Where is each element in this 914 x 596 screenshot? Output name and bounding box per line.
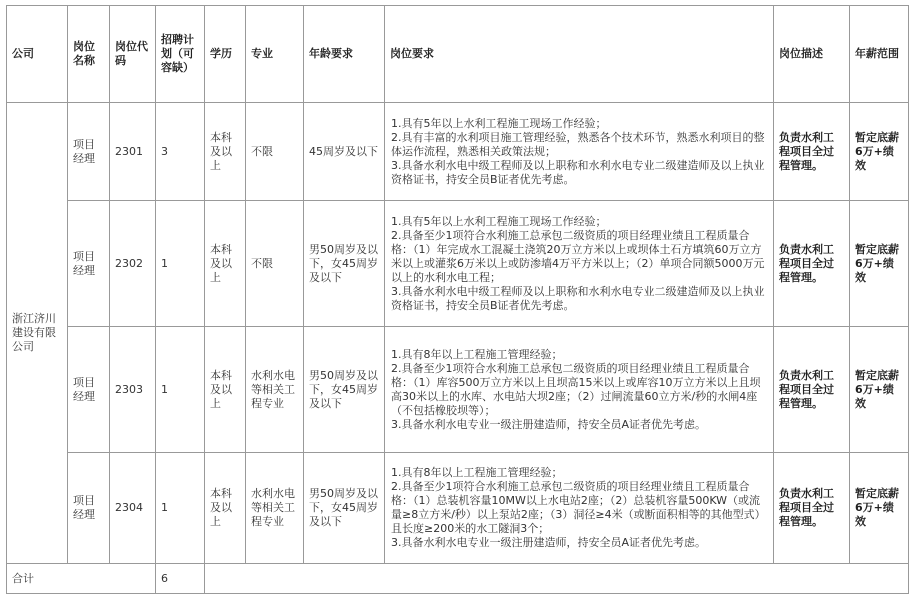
header-age: 年龄要求: [304, 6, 385, 103]
education-cell: 本科及以上: [205, 453, 246, 564]
position-name-cell: 项目经理: [68, 453, 110, 564]
table-row: [7, 327, 909, 453]
description-cell: 负责水利工程项目全过程管理。: [774, 201, 850, 327]
major-cell: 不限: [246, 201, 304, 327]
requirements-cell: 1.具有8年以上工程施工管理经验； 2.具备至少1项符合水利施工总承包二级资质的项目经理业绩且工程质量合格：（1）库容500万立方米以上且坝高15米以上或库容10万立方米以上且坝高30米以上的水库、水电站大坝2座；（2）过闸流量60立方米/秒的水闸4座（不包括橡胶坝等）； 3.具备水利水电专业一级注册建造师，持安全员A证者优先考虑。: [385, 327, 774, 453]
salary-cell: 暂定底薪6万+绩效: [850, 103, 909, 201]
description-cell: 负责水利工程项目全过程管理。: [774, 327, 850, 453]
company-cell: 浙江济川建设有限公司: [7, 103, 68, 564]
salary-cell: 暂定底薪6万+绩效: [850, 327, 909, 453]
age-cell: 男50周岁及以下，女45周岁及以下: [304, 453, 385, 564]
table-row: [7, 103, 909, 201]
header-quota: 招聘计划（可容缺）: [156, 6, 205, 103]
major-cell: 不限: [246, 103, 304, 201]
quota-cell: 1: [156, 453, 205, 564]
header-position-code: 岗位代码: [110, 6, 156, 103]
header-salary: 年薪范围: [850, 6, 909, 103]
recruitment-table: [6, 5, 909, 594]
requirements-cell: 1.具有5年以上水利工程施工现场工作经验； 2.具备至少1项符合水利施工总承包二级资质的项目经理业绩且工程质量合格：（1）年完成水工混凝土浇筑20万立方米以上或坝体土石方填筑60万立方米以上或灌浆6万米以上或防渗墙4万平方米以上；（2）单项合同额5000万元以上的水利水电工程； 3.具备水利水电中级工程师及以上职称和水利水电专业二级建造师及以上执业资格证书，持安全员B证者优先考虑。: [385, 201, 774, 327]
header-requirements: 岗位要求: [385, 6, 774, 103]
position-code-cell: 2303: [110, 327, 156, 453]
quota-cell: 1: [156, 327, 205, 453]
table-row: [7, 453, 909, 564]
salary-cell: 暂定底薪6万+绩效: [850, 201, 909, 327]
age-cell: 男50周岁及以下，女45周岁及以下: [304, 327, 385, 453]
description-cell: 负责水利工程项目全过程管理。: [774, 453, 850, 564]
major-cell: 水利水电等相关工程专业: [246, 453, 304, 564]
table-row: [7, 201, 909, 327]
total-quota: 6: [156, 564, 205, 594]
header-education: 学历: [205, 6, 246, 103]
requirements-cell: 1.具有5年以上水利工程施工现场工作经验； 2.具有丰富的水利项目施工管理经验，熟悉各个技术环节，熟悉水利项目的整体运作流程，熟悉相关政策法规； 3.具备水利水电中级工程师及以上职称和水利水电专业二级建造师及以上执业资格证书，持安全员B证者优先考虑。: [385, 103, 774, 201]
quota-cell: 1: [156, 201, 205, 327]
header-position-name: 岗位名称: [68, 6, 110, 103]
position-name-cell: 项目经理: [68, 327, 110, 453]
total-row: [7, 564, 909, 594]
position-name-cell: 项目经理: [68, 103, 110, 201]
age-cell: 男50周岁及以下，女45周岁及以下: [304, 201, 385, 327]
major-cell: 水利水电等相关工程专业: [246, 327, 304, 453]
description-cell: 负责水利工程项目全过程管理。: [774, 103, 850, 201]
header-row: [7, 6, 909, 103]
header-description: 岗位描述: [774, 6, 850, 103]
position-code-cell: 2302: [110, 201, 156, 327]
education-cell: 本科及以上: [205, 327, 246, 453]
quota-cell: 3: [156, 103, 205, 201]
total-label: 合计: [7, 564, 156, 594]
position-code-cell: 2301: [110, 103, 156, 201]
education-cell: 本科及以上: [205, 103, 246, 201]
age-cell: 45周岁及以下: [304, 103, 385, 201]
position-code-cell: 2304: [110, 453, 156, 564]
header-major: 专业: [246, 6, 304, 103]
salary-cell: 暂定底薪6万+绩效: [850, 453, 909, 564]
header-company: 公司: [7, 6, 68, 103]
position-name-cell: 项目经理: [68, 201, 110, 327]
requirements-cell: 1.具有8年以上工程施工管理经验； 2.具备至少1项符合水利施工总承包二级资质的项目经理业绩且工程质量合格：（1）总装机容量10MW以上水电站2座；（2）总装机容量500KW（或流量≥8立方米/秒）以上泵站2座；（3）洞径≥4米（或断面积相等的其他型式）且长度≥200米的水工隧洞3个； 3.具备水利水电专业一级注册建造师，持安全员A证者优先考虑。: [385, 453, 774, 564]
education-cell: 本科及以上: [205, 201, 246, 327]
total-empty-cell: [205, 564, 909, 594]
